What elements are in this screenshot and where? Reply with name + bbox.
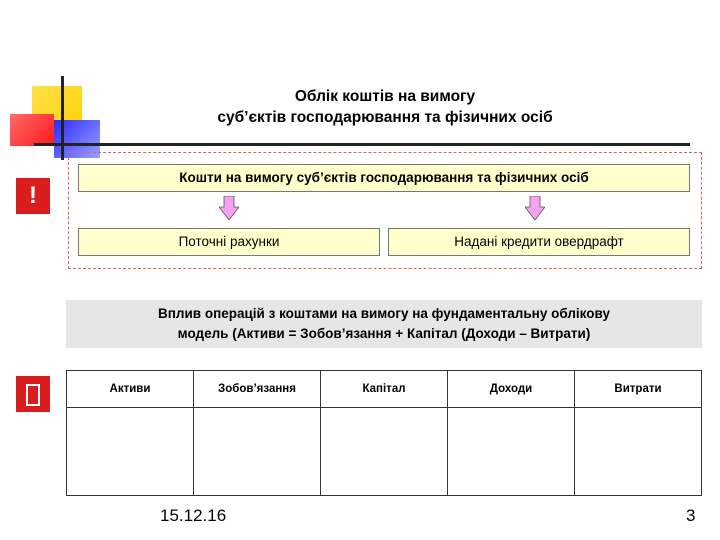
table-header-assets: Активи [67, 371, 194, 408]
table-header-revenue: Доходи [448, 371, 575, 408]
footer-date: 15.12.16 [160, 506, 227, 525]
table-header-liabilities: Зобов’язання [194, 371, 321, 408]
title-underline [34, 143, 690, 146]
diagram-right-box: Надані кредити овердрафт [388, 228, 690, 256]
table-header-expenses: Витрати [575, 371, 702, 408]
table-cell-expenses [575, 408, 702, 496]
table-cell-assets [67, 408, 194, 496]
table-header-row [67, 371, 702, 408]
table-cell-revenue [448, 408, 575, 496]
influence-line2: модель (Активи = Зобов’язання + Капітал (Доходи – Витрати) [177, 326, 591, 341]
page-number: 3 [686, 506, 696, 525]
influence-banner [66, 300, 702, 348]
down-arrow-icon [219, 196, 239, 220]
diagram-top-box: Кошти на вимогу суб’єктів господарювання та фізичних осіб [78, 164, 690, 192]
accounting-model-table [66, 370, 702, 496]
influence-line1: Вплив операцій з коштами на вимогу на фундаментальну облікову [158, 306, 610, 321]
table-cell-capital [321, 408, 448, 496]
logo-vertical-line [61, 76, 64, 160]
slide-title-line2: суб’єктів господарювання та фізичних осіб [217, 109, 553, 126]
table-row [67, 408, 702, 496]
exclamation-icon: ! [16, 178, 50, 214]
table-cell-liabilities [194, 408, 321, 496]
slide-title-line1: Облік коштів на вимогу [294, 88, 476, 105]
diagram-left-box: Поточні рахунки [78, 228, 380, 256]
slide-title [160, 86, 610, 128]
missing-glyph-icon [16, 376, 50, 412]
down-arrow-icon [525, 196, 545, 220]
table-header-capital: Капітал [321, 371, 448, 408]
logo-red-square [10, 114, 54, 146]
